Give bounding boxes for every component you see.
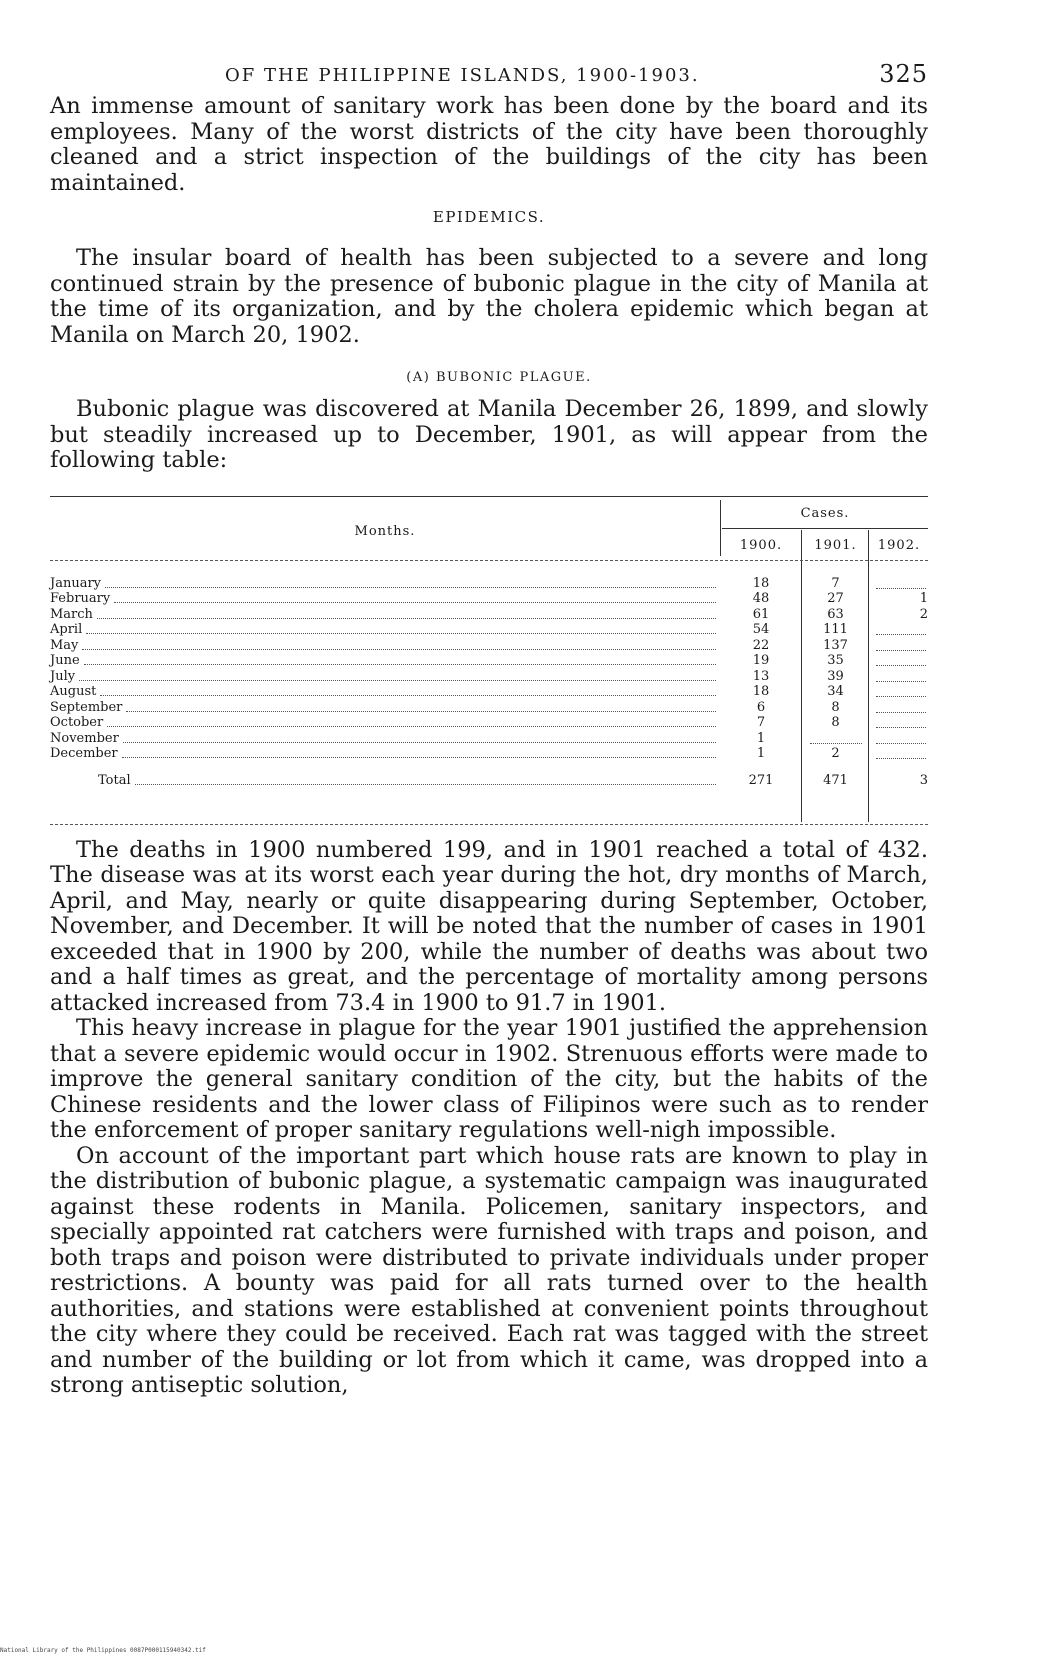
heading-epidemics: EPIDEMICS. xyxy=(432,208,546,226)
month-label: April xyxy=(50,622,83,637)
cell-1902: 2 xyxy=(919,606,928,622)
year-header-1902: 1902. xyxy=(877,537,921,553)
month-label: January xyxy=(50,575,102,591)
leader-dots xyxy=(135,773,716,785)
total-1902: 3 xyxy=(919,772,928,788)
cell-1900: 6 xyxy=(756,699,766,715)
table-top-rule xyxy=(50,496,928,497)
cell-1901: 2 xyxy=(831,746,840,761)
months-header: Months. xyxy=(354,523,416,539)
running-header xyxy=(50,60,928,94)
document-page xyxy=(50,60,928,1399)
table-row xyxy=(50,715,720,731)
leader-dots xyxy=(100,684,716,696)
cell-1901: 34 xyxy=(827,684,844,699)
table-row xyxy=(50,700,720,716)
table-row xyxy=(50,638,720,654)
leader-dots xyxy=(97,607,716,619)
month-label: February xyxy=(50,591,111,606)
total-1900: 271 xyxy=(748,772,774,788)
cell-1901: 63 xyxy=(827,606,844,622)
table-bottom-rule xyxy=(50,824,928,825)
table-row xyxy=(50,746,720,762)
cell-1900: 7 xyxy=(756,715,766,730)
empty-cell-1902 xyxy=(876,715,926,728)
table-row xyxy=(50,622,720,638)
table-row xyxy=(50,591,720,607)
month-label: June xyxy=(50,653,80,668)
leader-dots xyxy=(105,576,716,588)
cell-1900: 1 xyxy=(756,730,766,746)
heading-bubonic-prefix: (A) xyxy=(406,370,431,385)
cases-header-rule xyxy=(722,528,928,529)
month-label: October xyxy=(50,715,104,730)
leader-dots xyxy=(107,715,716,727)
cell-1901: 39 xyxy=(827,668,844,684)
empty-cell-1902 xyxy=(876,684,926,697)
cell-1900: 1 xyxy=(756,746,766,761)
year-header-1900: 1900. xyxy=(739,537,783,553)
empty-cell-1902 xyxy=(876,622,926,635)
plague-cases-table xyxy=(50,496,928,826)
paragraph-intro: An immense amount of sanitary work has been done by the board and its employees. Many of the worst districts of the city have been thoroughly cleaned and a strict inspection of the buildings of the city has been maintained. xyxy=(50,93,928,196)
cell-1901: 7 xyxy=(831,575,840,591)
month-label: July xyxy=(50,668,76,684)
paragraph-deaths: The deaths in 1900 numbered 199, and in 1901 reached a total of 432. The disease was at its worst each year during the hot, dry months of March, April, and May, nearly or quite disappearing during September, October, November, and December. It will be noted that the number of cases in 1901 exceeded that in 1900 by 200, while the number of deaths was about two and a half times as great, and the percentage of mortality among persons attacked increased from 73.4 in 1900 to 91.7 in 1901. xyxy=(50,836,928,1016)
paragraph-increase: This heavy increase in plague for the year 1901 justified the apprehension that a severe epidemic would occur in 1902. Strenuous efforts were made to improve the general sanitary condition of the city, but the habits of the Chinese residents and the lower class of Filipinos were such as to render the enforcement of proper sanitary regulations well-nigh impossible. xyxy=(50,1015,928,1143)
month-label: November xyxy=(50,730,119,746)
cell-1901: 8 xyxy=(831,699,840,715)
heading-bubonic-plague xyxy=(70,370,928,385)
total-label: Total xyxy=(98,772,131,788)
empty-cell-1902 xyxy=(876,669,926,682)
table-row xyxy=(50,653,720,669)
total-row xyxy=(50,773,720,789)
page-number: 325 xyxy=(879,60,928,88)
month-label: May xyxy=(50,637,79,653)
cell-1900: 48 xyxy=(752,591,770,606)
cell-1900: 54 xyxy=(752,622,770,637)
empty-cell-1902 xyxy=(876,653,926,666)
cell-1901: 27 xyxy=(827,591,844,606)
table-row xyxy=(50,684,720,700)
month-label: September xyxy=(50,699,123,715)
month-label: December xyxy=(50,746,118,761)
table-row xyxy=(50,576,720,592)
cases-header: Cases. xyxy=(800,505,850,521)
cell-1900: 13 xyxy=(752,668,770,684)
paragraph-epidemics: The insular board of health has been subjected to a severe and long continued strain by the presence of bubonic plague in the city of Manila at the time of its organization, and by the cholera epidemic which began at Manila on March 20, 1902. xyxy=(50,245,928,348)
cell-1900: 18 xyxy=(752,575,770,591)
cell-1901: 8 xyxy=(831,715,840,730)
table-row xyxy=(50,731,720,747)
cell-1901: 111 xyxy=(823,622,848,637)
month-label: August xyxy=(50,684,97,699)
scan-source-footer: National Library of the Philippines 0087P000115940342.tif xyxy=(0,1647,206,1654)
leader-dots xyxy=(123,731,716,743)
cell-1900: 18 xyxy=(752,684,770,699)
leader-dots xyxy=(126,700,716,712)
leader-dots xyxy=(122,746,716,758)
cell-1900: 19 xyxy=(752,653,770,668)
header-bottom-rule xyxy=(50,560,928,561)
empty-cell-1902 xyxy=(876,638,926,651)
total-1901: 471 xyxy=(823,772,848,788)
empty-cell-1901 xyxy=(810,731,862,744)
month-label: March xyxy=(50,606,93,622)
leader-dots xyxy=(82,638,716,650)
empty-cell-1902 xyxy=(876,746,926,759)
running-title: OF THE PHILIPPINE ISLANDS, 1900-1903. xyxy=(225,65,700,86)
cell-1902: 1 xyxy=(919,591,928,606)
col-divider-1 xyxy=(801,530,802,822)
empty-cell-1902 xyxy=(876,700,926,713)
cell-1901: 137 xyxy=(823,637,848,653)
leader-dots xyxy=(114,591,716,603)
header-divider xyxy=(720,500,721,556)
cell-1900: 22 xyxy=(752,637,770,653)
empty-cell-1902 xyxy=(876,576,926,589)
empty-cell-1902 xyxy=(876,731,926,744)
leader-dots xyxy=(84,653,716,665)
table-row xyxy=(50,607,720,623)
heading-bubonic-title: BUBONIC PLAGUE. xyxy=(435,370,592,385)
paragraph-plague-intro: Bubonic plague was discovered at Manila December 26, 1899, and slowly but steadily increased up to December, 1901, as will appear from the following table: xyxy=(50,396,928,473)
year-header-1901: 1901. xyxy=(814,537,857,553)
col-divider-2 xyxy=(868,530,869,822)
leader-dots xyxy=(79,669,716,681)
leader-dots xyxy=(86,622,716,634)
cell-1900: 61 xyxy=(752,606,770,622)
cell-1901: 35 xyxy=(827,653,844,668)
paragraph-rats: On account of the important part which house rats are known to play in the distribution of bubonic plague, a systematic campaign was inaugurated against these rodents in Manila. Policemen, sanitary inspectors, and specially appointed rat catchers were furnished with traps and poison, and both traps and poison were distributed to private individuals under proper restrictions. A bounty was paid for all rats turned over to the health authorities, and stations were established at convenient points throughout the city where they could be received. Each rat was tagged with the street and number of the building or lot from which it came, was dropped into a strong antiseptic solution, xyxy=(50,1142,928,1398)
table-row xyxy=(50,669,720,685)
